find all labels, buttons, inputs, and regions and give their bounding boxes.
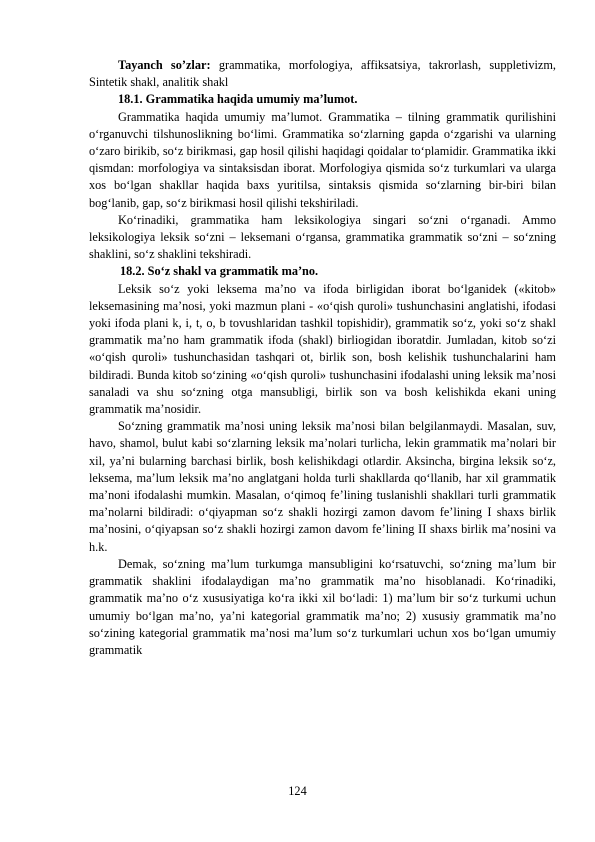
keywords-list: grammatika, morfologiya, affiksatsiya, takrorlash, suppletivizm, Sintetik shakl, analitik shakl	[89, 58, 556, 90]
paragraph: Leksik so‘z yoki leksema ma’no va ifoda birligidan iborat bo‘lganidek («kitob» leksemasining ma’nosi, yoki mazmun plani - «o‘qish quroli» tushunchasini anglatishi, ifodasi yoki ifoda plani k, i, t, o, b tovushlaridan tashkil topishidir), grammatik so‘z, yoki so‘z shakl grammatik ma’no ham grammatik ifoda (shakl) birliogidan iboratdir. Jumladan, kitob so‘zi «o‘qish quroli» tushunchasidan tashqari ot, birlik son, bosh kelishik tushunchalarini ham bildiradi. Bunda kitob so‘zining «o‘qish quroli» tushunchasini ifodalashi uning leksik ma’nosi sanaladi va shu so‘zning otga mansubligi, birlik son va bosh kelishikda ekani uning grammatik ma’nosidir.	[89, 281, 556, 417]
paragraph: Demak, so‘zning ma’lum turkumga mansubligini ko‘rsatuvchi, so‘zning ma’lum bir grammatik shaklini ifodalaydigan ma’no grammatik ma’no hisoblanadi. Ko‘rinadiki, grammatik ma’no o‘z xususiyatiga ko‘ra ikki xil bo‘ladi: 1) ma’lum bir so‘z turkumi uchun umumiy bo‘lgan ma’no, ya’ni kategorial grammatik ma’no; 2) xususiy grammatik ma’no so‘zining kategorial grammatik ma’nosi ma’lum so‘z turkumlari uchun xos bo‘lgan umumiy grammatik	[89, 556, 556, 657]
keywords-label: Tayanch so’zlar:	[118, 58, 211, 72]
page-number: 124	[288, 784, 307, 798]
paragraph: So‘zning grammatik ma’nosi uning leksik ma’nosi bilan belgilanmaydi. Masalan, suv, havo, shamol, bulut kabi so‘zlarning leksik ma’nolari turlicha, lekin grammatik ma’nolari bir xil, ya’ni bularning barchasi birlik, bosh kelishikdagi otlardir. Aksincha, birgina leksik so‘z, leksema, ma’lum leksik ma’no anglatgani holda turli shakllarda qo‘llanib, har xil grammatik ma’noni ifodalashi mumkin. Masalan, o‘qimoq fe’lining tuslanishli shakllari turli grammatik ma’nolarni bildiradi: o‘qiyapman so‘z shakli hozirgi zamon davom fe’lining I shaxs birlik ma’nosini, o‘qiyapsan so‘z shakli hozirgi zamon davom fe’lining II shaxs birlik ma’nosini va h.k.	[89, 419, 556, 554]
keywords-paragraph	[89, 57, 556, 91]
paragraph: Ko‘rinadiki, grammatika ham leksikologiya singari so‘zni o‘rganadi. Ammo leksikologiya leksik so‘zni – leksemani o‘rgansa, grammatika grammatik so‘zni – so‘zning shaklini, so‘z shaklini tekshiradi.	[89, 212, 556, 262]
paragraph: Grammatika haqida umumiy ma’lumot. Grammatika – tilning grammatik qurilishini o‘rganuvchi tilshunoslikning bo‘limi. Grammatika so‘zlarning gapda o‘zgarishi va ularning o‘zaro birikib, so‘z birikmasi, gap hosil qilishi haqidagi qoidalar to‘plamidir. Grammatika ikki qismdan: morfologiya va sintaksisdan iborat. Morfologiya qismida so‘z turkumlari va ularga xos bo‘lgan shakllar haqida baxs yuritilsa, sintaksis qismida so‘zlarning bir-biri bilan bog‘lanib, gap, so‘z birikmasi hosil qilishi tekshiriladi.	[89, 109, 556, 210]
body-text	[89, 57, 556, 659]
section-heading-18-2: 18.2. So‘z shakl va grammatik ma’no.	[120, 264, 319, 279]
section-heading-18-1: 18.1. Grammatika haqida umumiy ma’lumot.	[118, 92, 358, 107]
